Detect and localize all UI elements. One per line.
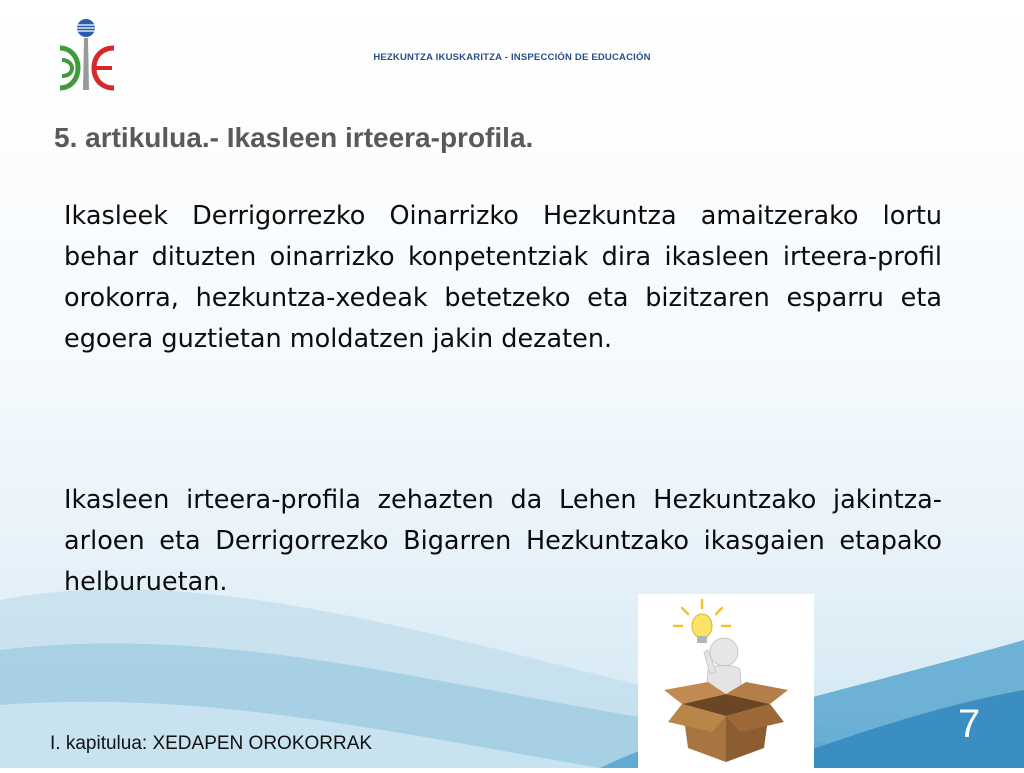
header-organization: HEZKUNTZA IKUSKARITZA - INSPECCIÓN DE EDUCACIÓN (373, 52, 651, 63)
paragraph-2: Ikasleen irteera-profila zehazten da Lehen Hezkuntzako jakintza-arloen eta Derrigorrezko Bigarren Hezkuntzako ikasgaien etapako helburuetan. (64, 485, 942, 597)
person-in-box-lightbulb-icon (638, 594, 814, 768)
page-number: 7 (958, 702, 981, 746)
slide-title: 5. artikulua.- Ikasleen irteera-profila. (54, 122, 534, 153)
footer-chapter: I. kapitulua: XEDAPEN OROKORRAK (50, 733, 373, 754)
paragraph-1: Ikasleek Derrigorrezko Oinarrizko Hezkuntza amaitzerako lortu behar dituzten oinarrizko konpetentziak dira ikasleen irteera-profil orokorra, hezkuntza-xedeak betetzeko eta bizitzaren esparru eta egoera guztietan moldatzen jakin dezaten. (64, 201, 942, 354)
illustration-panel (638, 594, 814, 768)
